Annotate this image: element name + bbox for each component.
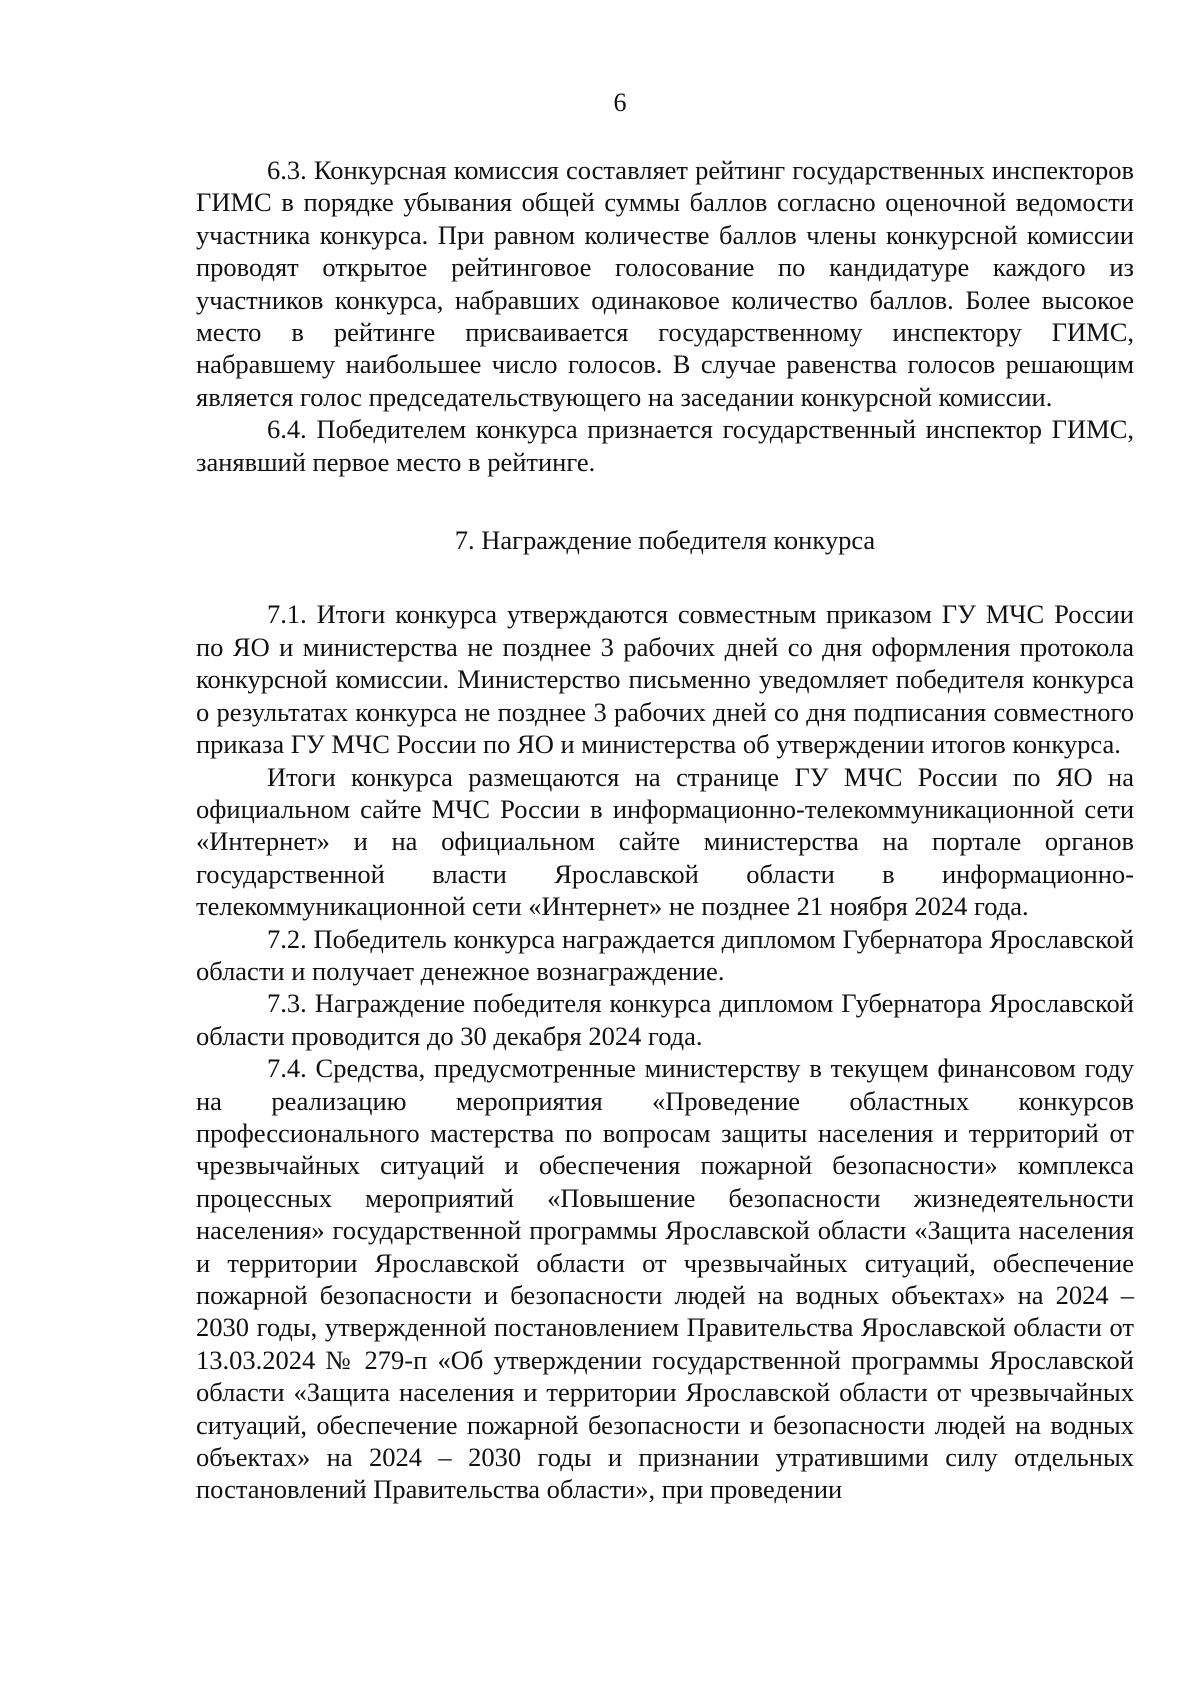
page-number: 6 [613,88,627,117]
paragraph-7-1-results: Итоги конкурса размещаются на странице ГУ МЧС России по ЯО на официальном сайте МЧС России в информационно-телекоммуникационной сети «Интернет» и на официальном сайте министерства на портале органов государственной власти Ярославской области в информационно-телекоммуникационной сети «Интернет» не позднее 21 ноября 2024 года. [196,761,1134,922]
paragraph-7-2: 7.2. Победитель конкурса награждается дипломом Губернатора Ярославской области и получает денежное вознаграждение. [196,923,1134,986]
paragraph-6-4: 6.4. Победителем конкурса признается государственный инспектор ГИМС, занявший первое место в рейтинге. [196,414,1134,477]
paragraph-7-3: 7.3. Награждение победителя конкурса дипломом Губернатора Ярославской области проводится до 30 декабря 2024 года. [196,988,1134,1051]
document-body [196,154,1134,1506]
paragraph-6-3: 6.3. Конкурсная комиссия составляет рейтинг государственных инспекторов ГИМС в порядке убывания общей суммы баллов согласно оценочной ведомости участника конкурса. При равном количестве баллов члены конкурсной комиссии проводят открытое рейтинговое голосование по кандидатуре каждого из участников конкурса, набравших одинаковое количество баллов. Более высокое место в рейтинге присваивается государственному инспектору ГИМС, набравшему наибольшее число голосов. В случае равенства голосов решающим является голос председательствующего на заседании конкурсной комиссии. [196,155,1134,412]
section-heading-7: 7. Награждение победителя конкурса [454,525,876,556]
paragraph-7-1: 7.1. Итоги конкурса утверждаются совместным приказом ГУ МЧС России по ЯО и министерства не позднее 3 рабочих дней со дня оформления протокола конкурсной комиссии. Министерство письменно уведомляет победителя конкурса о результатах конкурса не позднее 3 рабочих дней со дня подписания совместного приказа ГУ МЧС России по ЯО и министерства об утверждении итогов конкурса. [196,599,1134,760]
paragraph-7-4: 7.4. Средства, предусмотренные министерству в текущем финансовом году на реализацию мероприятия «Проведение областных конкурсов профессионального мастерства по вопросам защиты населения и территорий от чрезвычайных ситуаций и обеспечения пожарной безопасности» комплекса процессных мероприятий «Повышение безопасности жизнедеятельности населения» государственной программы Ярославской области «Защита населения и территории Ярославской области от чрезвычайных ситуаций, обеспечение пожарной безопасности и безопасности людей на водных объектах» на 2024 – 2030 годы, утвержденной постановлением Правительства Ярославской области от 13.03.2024 № 279-п «Об утверждении государственной программы Ярославской области «Защита населения и территории Ярославской области от чрезвычайных ситуаций, обеспечение пожарной безопасности и безопасности людей на водных объектах» на 2024 – 2030 годы и признании утратившими силу отдельных постановлений Правительства области», при проведении [196,1053,1134,1505]
